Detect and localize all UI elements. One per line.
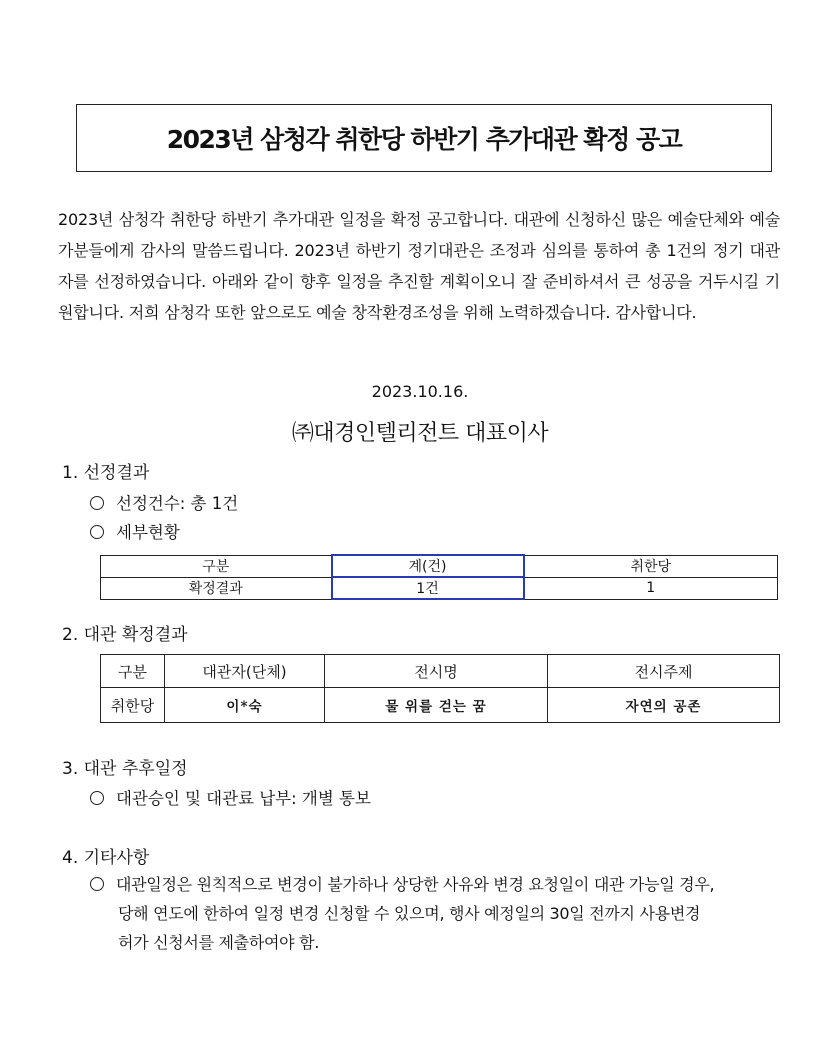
circle-bullet-icon bbox=[90, 791, 104, 805]
bullet-text: 대관승인 및 대관료 납부: 개별 통보 bbox=[116, 789, 371, 808]
note-text: 대관일정은 원칙적으로 변경이 불가하나 상당한 사유와 변경 요청일이 대관 가능일 경우, bbox=[116, 875, 715, 894]
section1-heading: 1. 선정결과 bbox=[62, 463, 150, 483]
table-header-cell: 구분 bbox=[101, 655, 165, 688]
bullet-text: 세부현황 bbox=[116, 523, 180, 542]
note-line: 당해 연도에 한하여 일정 변경 신청할 수 있으며, 행사 예정일의 30일 전까지 사용변경 bbox=[118, 904, 701, 923]
section4-heading: 4. 기타사항 bbox=[62, 848, 150, 868]
table-header-cell: 계(건) bbox=[332, 555, 524, 577]
section2-heading: 2. 대관 확정결과 bbox=[62, 625, 188, 645]
circle-bullet-icon bbox=[90, 877, 104, 891]
table-header-row bbox=[101, 655, 780, 688]
document-title: 2023년 삼청각 취한당 하반기 추가대관 확정 공고 bbox=[166, 125, 682, 154]
table-cell: 물 위를 걷는 꿈 bbox=[325, 688, 548, 723]
table-cell: 1건 bbox=[332, 577, 524, 599]
title-box bbox=[76, 104, 772, 172]
table-header-cell: 전시주제 bbox=[548, 655, 780, 688]
table-cell: 확정결과 bbox=[101, 577, 332, 599]
note-line bbox=[90, 870, 780, 899]
table-cell: 자연의 공존 bbox=[548, 688, 780, 723]
table-header-cell: 구분 bbox=[101, 555, 332, 577]
table-cell: 1 bbox=[524, 577, 778, 599]
circle-bullet-icon bbox=[90, 525, 104, 539]
section3-bullet bbox=[90, 785, 371, 809]
table-row bbox=[101, 577, 778, 599]
table-header-row bbox=[101, 555, 778, 577]
table-header-cell: 대관자(단체) bbox=[165, 655, 325, 688]
issuer-name: ㈜대경인텔리전트 대표이사 bbox=[291, 421, 549, 446]
rental-result-table bbox=[100, 654, 780, 723]
section1-bullet-count bbox=[90, 490, 238, 514]
section3-heading: 3. 대관 추후일정 bbox=[62, 759, 188, 779]
table-header-cell: 전시명 bbox=[325, 655, 548, 688]
intro-paragraph: 2023년 삼청각 취한당 하반기 추가대관 일정을 확정 공고합니다. 대관에 신청하신 많은 예술단체와 예술가분들에게 감사의 말씀드립니다. 2023년 하반기 정기대관은 조정과 심의를 통하여 총 1건의 정기 대관자를 선정하였습니다. 아래와 같이 향후 일정을 추진할 계획이오니 잘 준비하셔서 큰 성공을 거두시길 기원합니다. 저희 삼청각 또한 앞으로도 예술 창작환경조성을 위해 노력하겠습니다. 감사합니다. bbox=[58, 210, 780, 322]
section4-note bbox=[90, 870, 780, 957]
bullet-text: 선정건수: 총 1건 bbox=[116, 494, 239, 513]
circle-bullet-icon bbox=[90, 496, 104, 510]
section1-bullet-detail bbox=[90, 519, 180, 543]
note-line: 허가 신청서를 제출하여야 함. bbox=[118, 933, 320, 952]
table-header-cell: 취한당 bbox=[524, 555, 778, 577]
selection-summary-table bbox=[100, 554, 778, 600]
table-cell: 취한당 bbox=[101, 688, 165, 723]
table-cell: 이*숙 bbox=[165, 688, 325, 723]
table-row bbox=[101, 688, 780, 723]
announcement-date: 2023.10.16. bbox=[371, 382, 469, 401]
